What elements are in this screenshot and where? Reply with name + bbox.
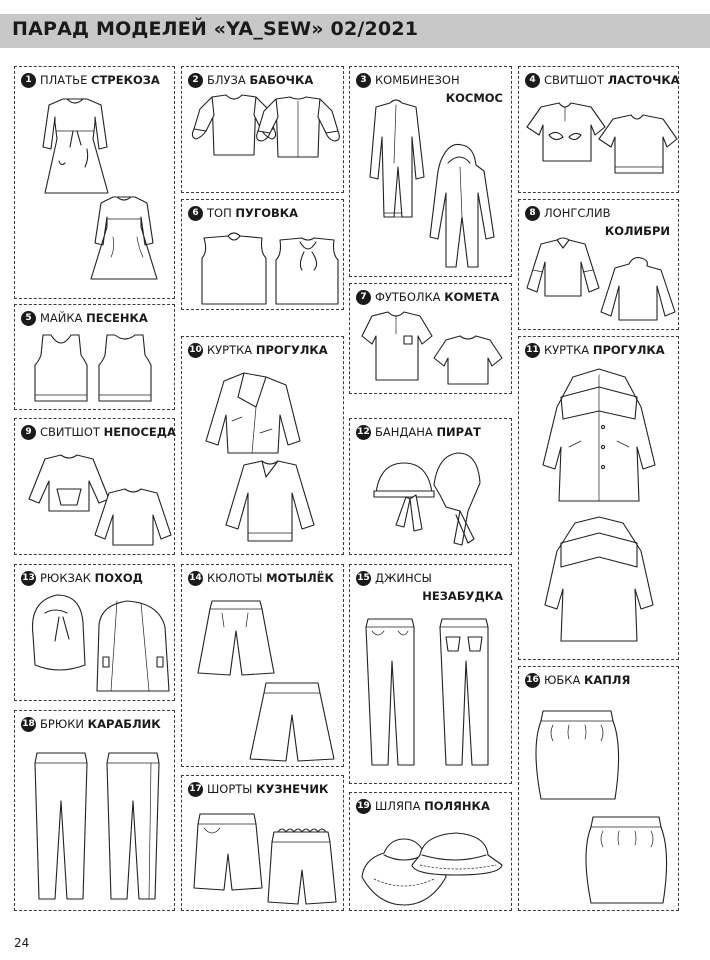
model-card-2	[181, 66, 344, 193]
culottes-sketch	[182, 565, 345, 768]
model-number: 5	[21, 311, 36, 326]
model-name: ПОЛЯНКА	[424, 799, 490, 813]
model-name: КАРАБЛИК	[87, 717, 161, 731]
model-number: 4	[525, 73, 540, 88]
model-number: 12	[356, 425, 371, 440]
model-type: БЛУЗА	[207, 73, 246, 87]
model-type: КУРТКА	[544, 343, 590, 357]
model-name: КАПЛЯ	[584, 673, 631, 687]
model-name: МОТЫЛЁК	[266, 571, 334, 585]
model-type: ФУТБОЛКА	[375, 290, 441, 304]
model-card-8	[518, 199, 679, 330]
biker-jacket-sketch	[182, 337, 345, 556]
model-card-12	[349, 418, 512, 555]
model-card-14	[181, 564, 344, 767]
model-card-6	[181, 199, 344, 310]
model-card-19	[349, 792, 512, 911]
model-name: ПРОГУЛКА	[255, 343, 328, 357]
jumpsuit-sketch	[350, 67, 513, 278]
model-name: ПУГОВКА	[235, 206, 299, 220]
trousers-sketch	[15, 711, 176, 912]
model-number: 1	[21, 73, 36, 88]
model-type: ПЛАТЬЕ	[40, 73, 88, 87]
model-card-18	[14, 710, 175, 911]
model-number: 18	[21, 717, 36, 732]
model-card-13	[14, 564, 175, 701]
model-card-10	[181, 336, 344, 555]
model-type: МАЙКА	[40, 311, 83, 325]
model-name: СТРЕКОЗА	[91, 73, 160, 87]
model-type: БАНДАНА	[375, 425, 433, 439]
model-card-1	[14, 66, 175, 299]
shorts-sketch	[182, 776, 345, 912]
model-number: 6	[188, 206, 203, 221]
model-card-16	[518, 666, 679, 911]
page-header	[0, 14, 710, 48]
model-number: 10	[188, 343, 203, 358]
model-number: 7	[356, 290, 371, 305]
model-name: КОЛИБРИ	[604, 224, 670, 238]
model-name: КУЗНЕЧИК	[256, 782, 329, 796]
model-number: 13	[21, 571, 36, 586]
model-card-9	[14, 418, 175, 555]
model-type: СВИТШОТ	[40, 425, 100, 439]
model-number: 11	[525, 343, 540, 358]
model-type: ШОРТЫ	[207, 782, 253, 796]
model-number: 16	[525, 673, 540, 688]
model-card-11	[518, 336, 679, 660]
model-name: БАБОЧКА	[249, 73, 314, 87]
model-name: ПЕСЕНКА	[86, 311, 148, 325]
model-name: НЕЗАБУДКА	[422, 589, 503, 603]
model-number: 14	[188, 571, 203, 586]
tshirt-sketch	[350, 284, 513, 395]
backpack-sketch	[15, 565, 176, 702]
model-type: КУРТКА	[207, 343, 253, 357]
model-type: БРЮКИ	[40, 717, 85, 731]
blouse-sketch	[182, 67, 345, 194]
trench-coat-sketch	[519, 337, 680, 661]
sweatshirt-sketch	[519, 67, 680, 194]
page-title: ПАРАД МОДЕЛЕЙ «YA_SEW» 02/2021	[12, 18, 419, 40]
model-number: 3	[356, 73, 371, 88]
jeans-sketch	[350, 565, 513, 785]
model-number: 9	[21, 425, 36, 440]
model-name: ПРОГУЛКА	[592, 343, 665, 357]
model-number: 17	[188, 782, 203, 797]
tank-top-sketch	[15, 305, 176, 411]
bucket-hat-sketch	[350, 793, 513, 912]
model-card-5	[14, 304, 175, 410]
model-name: КОСМОС	[445, 91, 503, 105]
sweatshirt-2-sketch	[15, 419, 176, 556]
model-name: ПИРАТ	[436, 425, 481, 439]
model-number: 19	[356, 799, 371, 814]
model-type: СВИТШОТ	[544, 73, 604, 87]
model-name: КОМЕТА	[444, 290, 500, 304]
model-type: ЮБКА	[544, 673, 581, 687]
model-card-7	[349, 283, 512, 394]
model-name: ЛАСТОЧКА	[607, 73, 680, 87]
page-number: 24	[14, 936, 30, 950]
model-type: РЮКЗАК	[40, 571, 91, 585]
model-card-3	[349, 66, 512, 277]
model-number: 15	[356, 571, 371, 586]
model-card-15	[349, 564, 512, 784]
model-type: ДЖИНСЫ	[375, 571, 432, 585]
model-type: ЛОНГСЛИВ	[544, 206, 611, 220]
model-card-4	[518, 66, 679, 193]
longsleeve-sketch	[519, 200, 680, 331]
bandana-sketch	[350, 419, 513, 556]
model-type: ШЛЯПА	[375, 799, 421, 813]
model-number: 8	[525, 206, 540, 221]
top-sketch	[182, 200, 345, 311]
model-type: КОМБИНЕЗОН	[375, 73, 460, 87]
model-card-17	[181, 775, 344, 911]
model-name: ПОХОД	[94, 571, 143, 585]
model-name: НЕПОСЕДА	[103, 425, 176, 439]
skirt-sketch	[519, 667, 680, 912]
model-type: КЮЛОТЫ	[207, 571, 263, 585]
dress-sketch	[15, 67, 176, 300]
model-number: 2	[188, 73, 203, 88]
model-type: ТОП	[207, 206, 232, 220]
